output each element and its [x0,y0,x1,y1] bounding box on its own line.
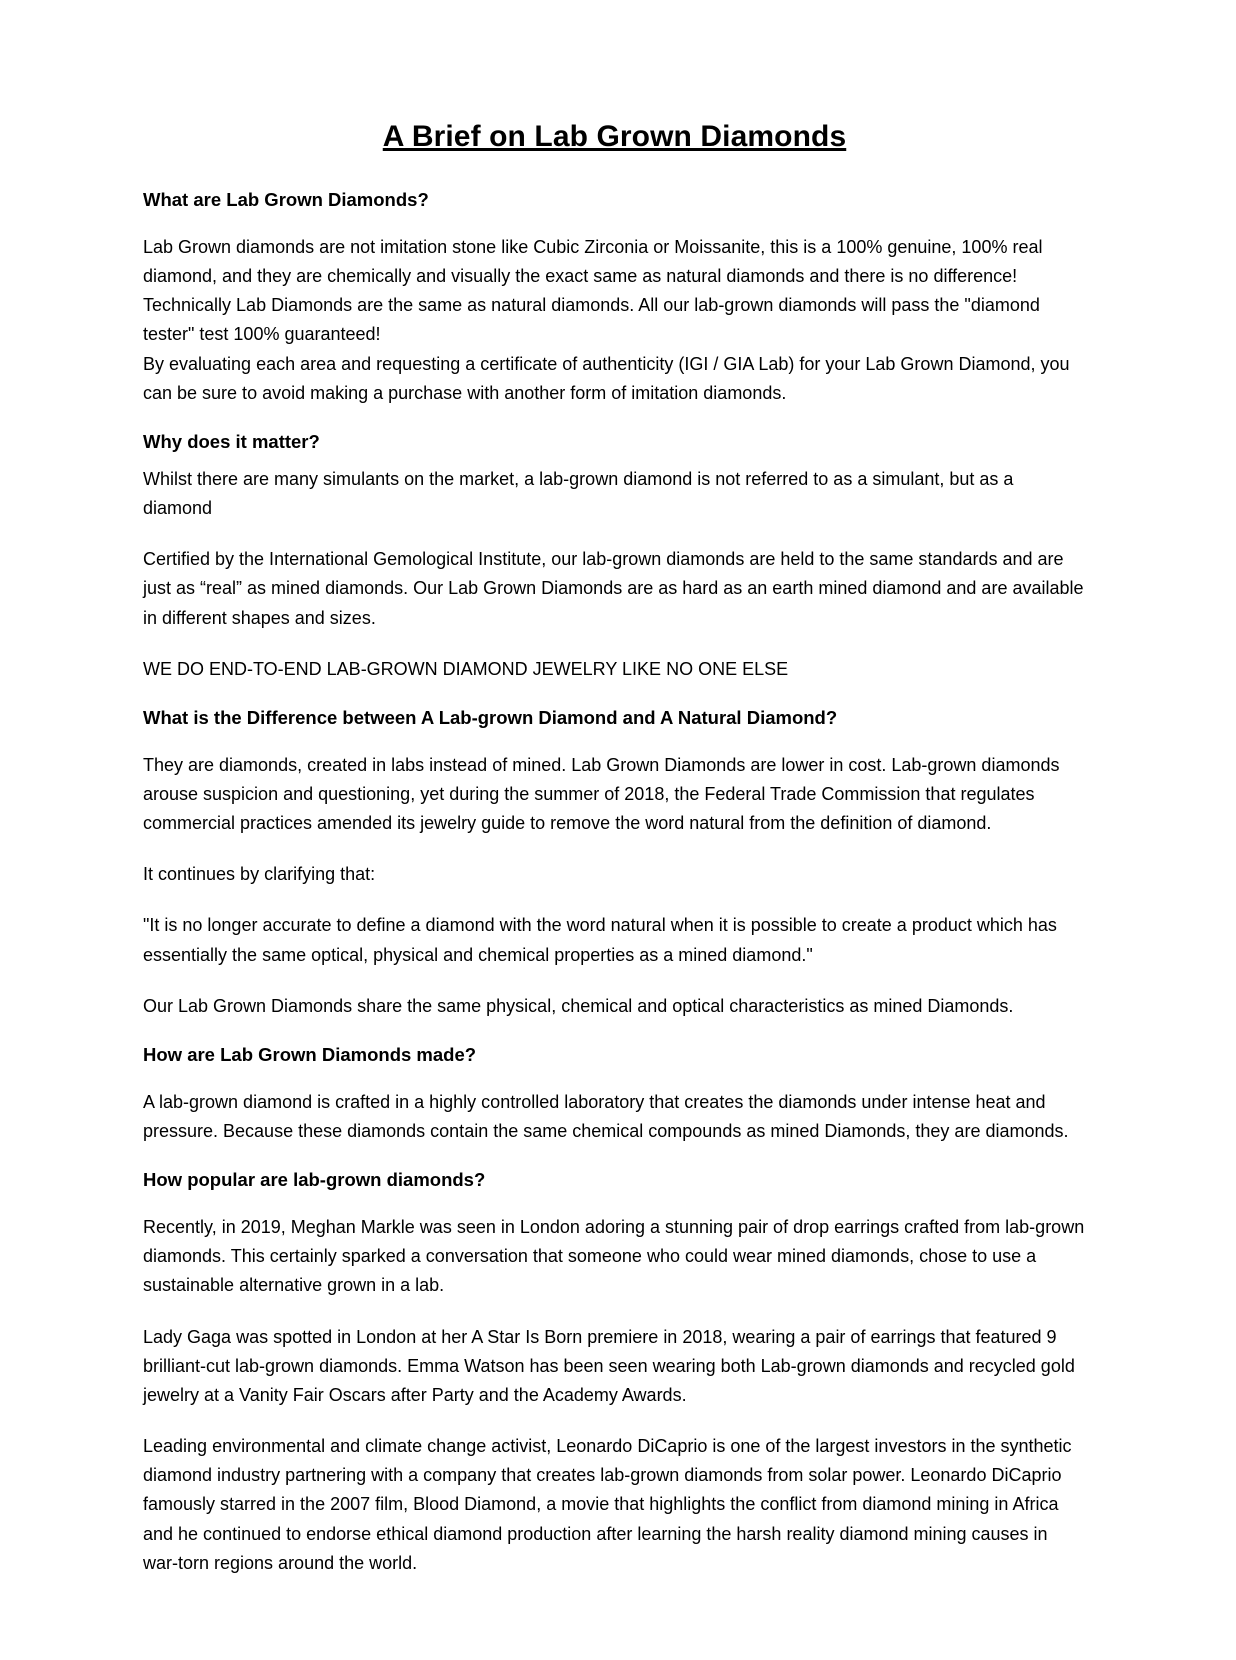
section-heading-what-are-lab-grown-diamonds: What are Lab Grown Diamonds? [143,189,429,210]
paragraph: By evaluating each area and requesting a certificate of authenticity (IGI / GIA Lab) for your Lab Grown Diamond, you can be sure to avoid making a purchase with another form of imitation diamonds. [143,353,1070,403]
paragraph: Certified by the International Gemological Institute, our lab-grown diamonds are held to the same standards and are just as “real” as mined diamonds. Our Lab Grown Diamonds are as hard as an earth mined diamond and are available in different shapes and sizes. [143,549,1084,628]
paragraph: Our Lab Grown Diamonds share the same physical, chemical and optical characteristics as mined Diamonds. [143,995,1014,1016]
paragraph: Recently, in 2019, Meghan Markle was seen in London adoring a stunning pair of drop earrings crafted from lab-grown diamonds. This certainly sparked a conversation that someone who could wear mined diamonds, chose to use a sustainable alternative grown in a lab. [143,1217,1085,1296]
paragraph: Lady Gaga was spotted in London at her A Star Is Born premiere in 2018, wearing a pair of earrings that featured 9 brilliant-cut lab-grown diamonds. Emma Watson has been seen wearing both Lab-grown diamonds and recycled gold jewelry at a Vanity Fair Oscars after Party and the Academy Awards. [143,1326,1075,1405]
page-title: A Brief on Lab Grown Diamonds [382,120,847,153]
section-heading-why-does-it-matter: Why does it matter? [143,430,320,452]
paragraph: "It is no longer accurate to define a diamond with the word natural when it is possible to create a product which has essentially the same optical, physical and chemical properties as a mined diamond." [143,915,1057,965]
paragraph: Lab Grown diamonds are not imitation stone like Cubic Zirconia or Moissanite, this is a 100% genuine, 100% real diamond, and they are chemically and visually the exact same as natural diamonds and there is no difference! Technically Lab Diamonds are the same as natural diamonds. All our lab-grown diamonds will pass the "diamond tester" test 100% guaranteed! [143,236,1043,345]
paragraph: WE DO END-TO-END LAB-GROWN DIAMOND JEWELRY LIKE NO ONE ELSE [143,658,789,679]
section-heading-difference-lab-grown-vs-natural: What is the Difference between A Lab-grown Diamond and A Natural Diamond? [143,706,838,728]
paragraph: Whilst there are many simulants on the market, a lab-grown diamond is not referred to as a simulant, but as a diamond [143,468,1014,519]
paragraph: They are diamonds, created in labs instead of mined. Lab Grown Diamonds are lower in cost. Lab-grown diamonds arouse suspicion and questioning, yet during the summer of 2018, the Federal Trade Commission that regulates commercial practices amended its jewelry guide to remove the word natural from the definition of diamond. [143,754,1060,834]
section-heading-how-popular-are-lab-grown-diamonds: How popular are lab-grown diamonds? [143,1169,486,1191]
paragraph: A lab-grown diamond is crafted in a highly controlled laboratory that creates the diamonds under intense heat and pressure. Because these diamonds contain the same chemical compounds as mined Diamonds, they are diamonds. [143,1091,1069,1141]
section-heading-how-are-lab-grown-diamonds-made: How are Lab Grown Diamonds made? [143,1043,477,1065]
paragraph: Leading environmental and climate change activist, Leonardo DiCaprio is one of the largest investors in the synthetic diamond industry partnering with a company that creates lab-grown diamonds from solar power. Leonardo DiCaprio famously starred in the 2007 film, Blood Diamond, a movie that highlights the conflict from diamond mining in Africa and he continued to endorse ethical diamond production after learning the harsh reality diamond mining causes in war-torn regions around the world. [143,1436,1072,1573]
paragraph: It continues by clarifying that: [143,864,376,885]
